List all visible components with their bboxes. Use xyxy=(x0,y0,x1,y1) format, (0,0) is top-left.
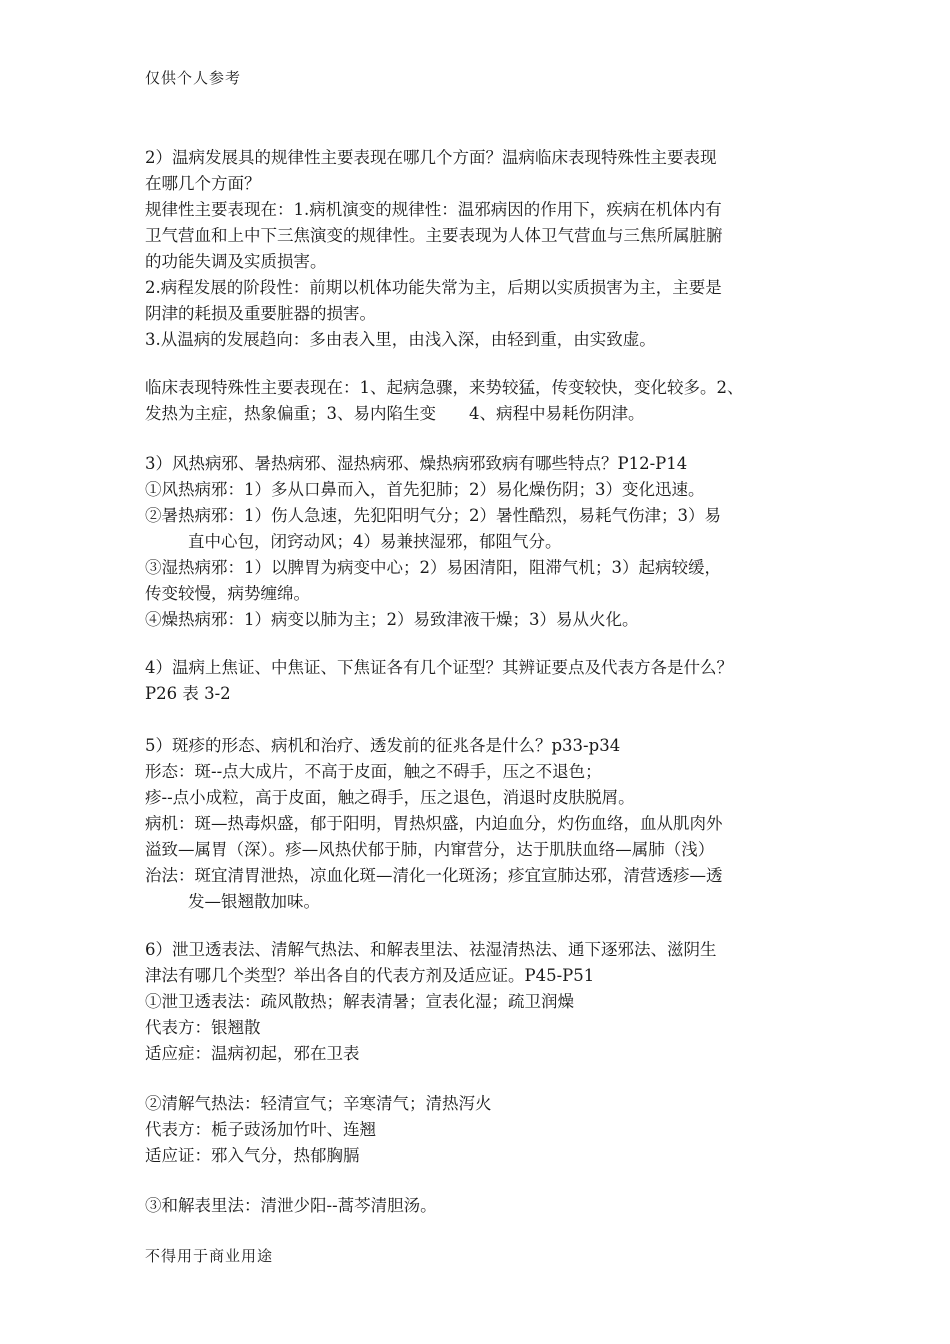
text-line: P26 表 3-2 xyxy=(145,684,231,703)
text-line: 病机：斑—热毒炽盛，郁于阳明，胃热炽盛，内迫血分，灼伤血络，血从肌肉外 xyxy=(145,814,723,833)
question-3-heading: 3）风热病邪、暑热病邪、湿热病邪、燥热病邪致病有哪些特点？P12-P14 xyxy=(145,454,688,473)
text-line: 阴津的耗损及重要脏器的损害。 xyxy=(145,304,376,323)
page-header: 仅供个人参考 xyxy=(145,69,242,87)
page-footer: 不得用于商业用途 xyxy=(145,1247,274,1265)
text-line: ③和解表里法：清泄少阳--蒿芩清胆汤。 xyxy=(145,1196,437,1215)
text-line: 的功能失调及实质损害。 xyxy=(145,252,327,271)
text-line: ③湿热病邪：1）以脾胃为病变中心；2）易困清阳，阻滞气机；3）起病较缓， xyxy=(145,558,721,577)
question-5-heading: 5）斑疹的形态、病机和治疗、透发前的征兆各是什么？p33-p34 xyxy=(145,736,621,755)
text-line: 疹--点小成粒，高于皮面，触之碍手，压之退色，消退时皮肤脱屑。 xyxy=(145,788,635,807)
text-line: 规律性主要表现在：1.病机演变的规律性：温邪病因的作用下，疾病在机体内有 xyxy=(145,200,722,219)
text-line: ②暑热病邪：1）伤人急速，先犯阳明气分；2）暑性酷烈，易耗气伤津；3）易 xyxy=(145,506,721,525)
text-line: 发热为主症，热象偏重；3、易内陷生变 4、病程中易耗伤阴津。 xyxy=(145,404,645,423)
text-line: 适应症：温病初起，邪在卫表 xyxy=(145,1044,360,1063)
text-line: 治法：斑宜清胃泄热，凉血化斑—清化一化斑汤；疹宜宣肺达邪，清营透疹—透 xyxy=(145,866,723,885)
text-line: ①风热病邪：1）多从口鼻而入，首先犯肺；2）易化燥伤阴；3）变化迅速。 xyxy=(145,480,705,499)
question-2-line-2: 在哪几个方面？ xyxy=(145,174,261,193)
question-6-heading: 6）泄卫透表法、清解气热法、和解表里法、祛湿清热法、通下逐邪法、滋阴生 xyxy=(145,940,717,959)
text-line: 代表方：栀子豉汤加竹叶、连翘 xyxy=(145,1120,376,1139)
text-line: ②清解气热法：轻清宣气；辛寒清气；清热泻火 xyxy=(145,1094,492,1113)
text-line: 2.病程发展的阶段性：前期以机体功能失常为主，后期以实质损害为主，主要是 xyxy=(145,278,722,297)
text-line: 直中心包，闭窍动风；4）易兼挟湿邪，郁阻气分。 xyxy=(188,532,562,551)
text-line: 适应证：邪入气分，热郁胸膈 xyxy=(145,1146,360,1165)
text-line: 发—银翘散加味。 xyxy=(188,892,320,911)
text-line: 溢致—属胃（深）。疹—风热伏郁于肺，内窜营分，达于肌肤血络—属肺（浅） xyxy=(145,840,715,859)
text-line: ④燥热病邪：1）病变以肺为主；2）易致津液干燥；3）易从火化。 xyxy=(145,610,639,629)
text-line: 3.从温病的发展趋向：多由表入里，由浅入深，由轻到重，由实致虚。 xyxy=(145,330,656,349)
question-4-heading: 4）温病上焦证、中焦证、下焦证各有几个证型？其辨证要点及代表方各是什么？ xyxy=(145,658,733,677)
text-line: 传变较慢，病势缠绵。 xyxy=(145,584,310,603)
text-line: 津法有哪几个类型？举出各自的代表方剂及适应证。P45-P51 xyxy=(145,966,595,985)
text-line: 卫气营血和上中下三焦演变的规律性。主要表现为人体卫气营血与三焦所属脏腑 xyxy=(145,226,723,245)
text-line: 临床表现特殊性主要表现在：1、起病急骤，来势较猛，传变较快，变化较多。2、 xyxy=(145,378,744,397)
question-2-line-1: 2）温病发展具的规律性主要表现在哪几个方面？温病临床表现特殊性主要表现 xyxy=(145,148,717,167)
text-line: 代表方：银翘散 xyxy=(145,1018,261,1037)
text-line: ①泄卫透表法：疏风散热；解表清暑；宣表化湿；疏卫润燥 xyxy=(145,992,574,1011)
text-line: 形态：斑--点大成片，不高于皮面，触之不碍手，压之不退色； xyxy=(145,762,602,781)
